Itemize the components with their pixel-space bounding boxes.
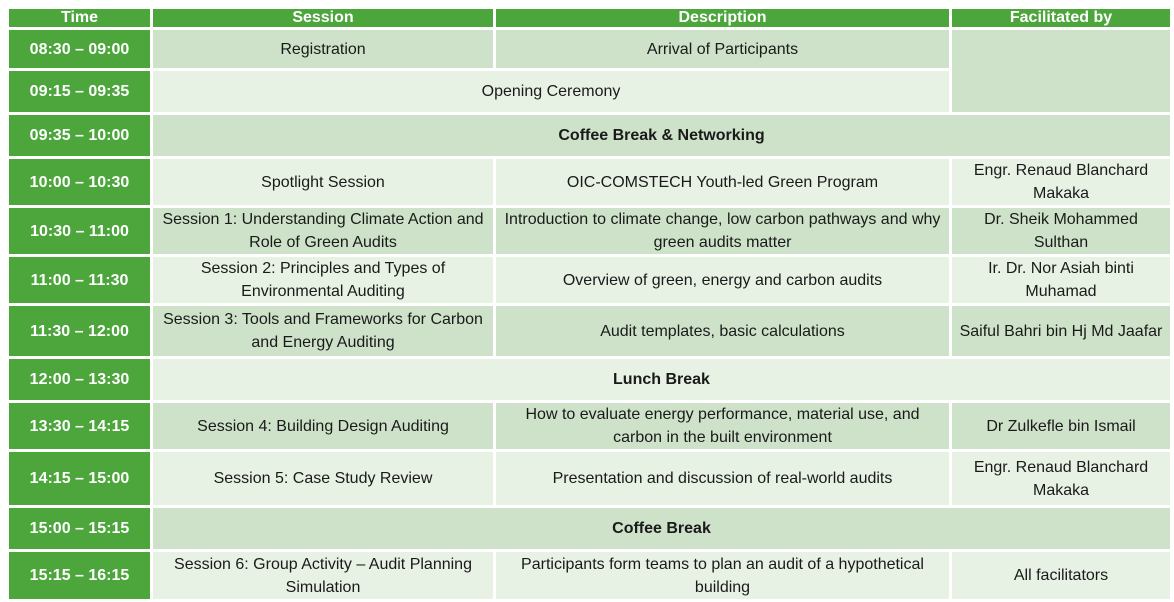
table-row	[8, 451, 1172, 507]
table-row	[8, 207, 1172, 256]
agenda-table	[6, 6, 1173, 602]
header-description: Description	[495, 8, 951, 29]
facilitator-cell: Engr. Renaud Blanchard Makaka	[951, 451, 1172, 507]
table-row	[8, 29, 1172, 70]
time-cell: 13:30 – 14:15	[8, 402, 152, 451]
facilitator-cell: Dr. Sheik Mohammed Sulthan	[951, 207, 1172, 256]
time-cell: 10:30 – 11:00	[8, 207, 152, 256]
table-header	[8, 8, 1172, 29]
description-cell: Introduction to climate change, low carbon pathways and why green audits matter	[495, 207, 951, 256]
table-row	[8, 402, 1172, 451]
header-time: Time	[8, 8, 152, 29]
break-cell: Lunch Break	[152, 358, 1172, 402]
description-cell: Arrival of Participants	[495, 29, 951, 70]
time-cell: 09:15 – 09:35	[8, 70, 152, 114]
table-row	[8, 358, 1172, 402]
table-row	[8, 507, 1172, 551]
description-cell: How to evaluate energy performance, material use, and carbon in the built environment	[495, 402, 951, 451]
facilitator-cell: All facilitators	[951, 551, 1172, 601]
table-row	[8, 256, 1172, 305]
table-row	[8, 158, 1172, 207]
description-cell: OIC-COMSTECH Youth-led Green Program	[495, 158, 951, 207]
description-cell: Participants form teams to plan an audit of a hypothetical building	[495, 551, 951, 601]
header-session: Session	[152, 8, 495, 29]
time-cell: 11:30 – 12:00	[8, 305, 152, 358]
description-cell: Overview of green, energy and carbon audits	[495, 256, 951, 305]
session-cell: Session 5: Case Study Review	[152, 451, 495, 507]
header-facilitator: Facilitated by	[951, 8, 1172, 29]
facilitator-cell	[951, 29, 1172, 114]
session-cell: Session 4: Building Design Auditing	[152, 402, 495, 451]
session-cell: Session 2: Principles and Types of Environmental Auditing	[152, 256, 495, 305]
facilitator-cell: Dr Zulkefle bin Ismail	[951, 402, 1172, 451]
session-cell: Session 1: Understanding Climate Action and Role of Green Audits	[152, 207, 495, 256]
time-cell: 14:15 – 15:00	[8, 451, 152, 507]
table-row	[8, 551, 1172, 601]
table-row	[8, 114, 1172, 158]
break-cell: Coffee Break & Networking	[152, 114, 1172, 158]
session-cell: Session 6: Group Activity – Audit Planning Simulation	[152, 551, 495, 601]
time-cell: 10:00 – 10:30	[8, 158, 152, 207]
time-cell: 08:30 – 09:00	[8, 29, 152, 70]
time-cell: 09:35 – 10:00	[8, 114, 152, 158]
description-cell: Audit templates, basic calculations	[495, 305, 951, 358]
time-cell: 15:00 – 15:15	[8, 507, 152, 551]
session-cell: Registration	[152, 29, 495, 70]
facilitator-cell: Saiful Bahri bin Hj Md Jaafar	[951, 305, 1172, 358]
time-cell: 11:00 – 11:30	[8, 256, 152, 305]
time-cell: 15:15 – 16:15	[8, 551, 152, 601]
time-cell: 12:00 – 13:30	[8, 358, 152, 402]
break-cell: Coffee Break	[152, 507, 1172, 551]
table-row	[8, 305, 1172, 358]
session-cell: Opening Ceremony	[152, 70, 951, 114]
session-cell: Spotlight Session	[152, 158, 495, 207]
session-cell: Session 3: Tools and Frameworks for Carbon and Energy Auditing	[152, 305, 495, 358]
facilitator-cell: Engr. Renaud Blanchard Makaka	[951, 158, 1172, 207]
description-cell: Presentation and discussion of real-world audits	[495, 451, 951, 507]
facilitator-cell: Ir. Dr. Nor Asiah binti Muhamad	[951, 256, 1172, 305]
